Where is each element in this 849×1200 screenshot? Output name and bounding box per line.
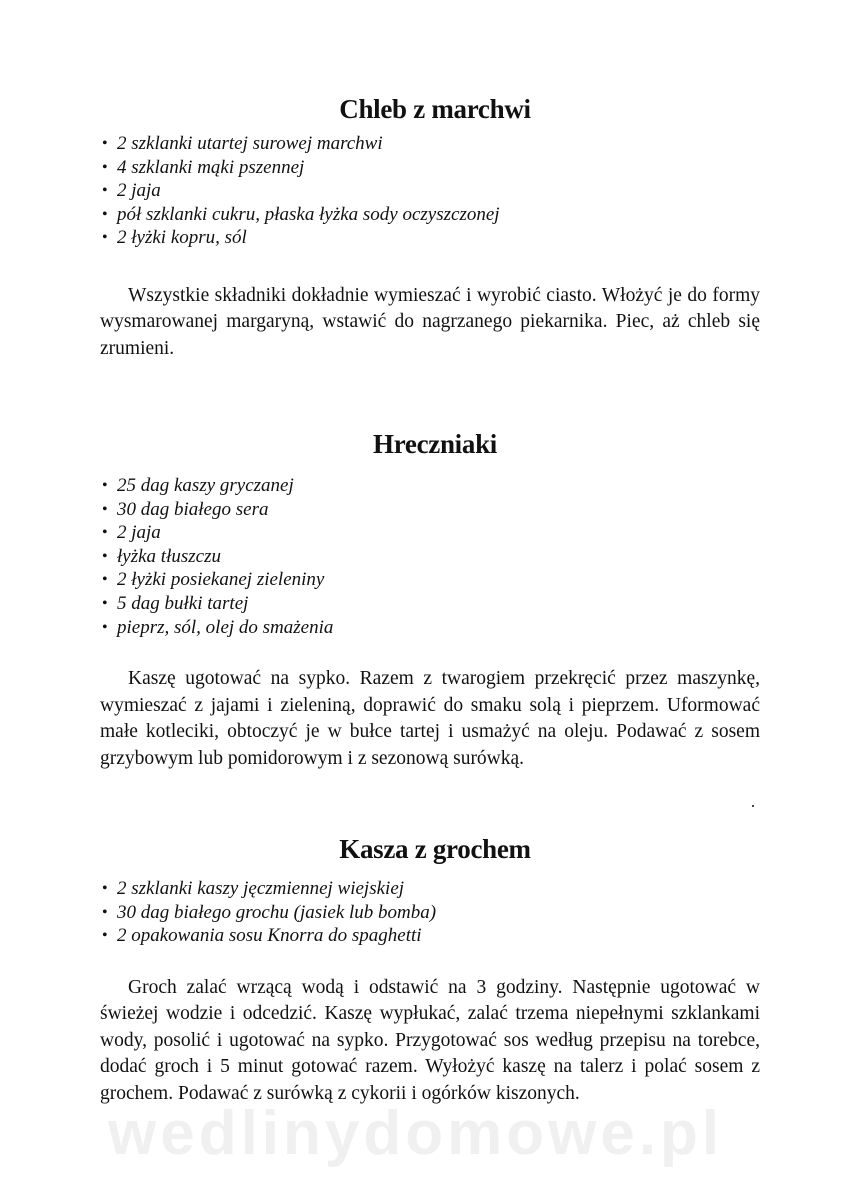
ingredient-item: • pół szklanki cukru, płaska łyżka sody oczyszczonej (100, 203, 760, 227)
print-speck (752, 805, 754, 807)
ingredient-list (100, 474, 760, 639)
ingredient-item: • 2 szklanki kaszy jęczmiennej wiejskiej (100, 877, 760, 901)
ingredient-item: • 25 dag kaszy gryczanej (100, 474, 760, 498)
recipe-title: Hreczniaki (373, 429, 497, 459)
recipe-kasza-z-grochem (100, 832, 760, 1107)
ingredient-item: • pieprz, sól, olej do smażenia (100, 616, 760, 640)
recipe-method: Wszystkie składniki dokładnie wymieszać i wyrobić ciasto. Włożyć je do formy wysmarowanej margaryną, wstawić do nagrzanego piekarnika. Piec, aż chleb się zrumieni. (100, 284, 760, 359)
ingredient-item: • 2 łyżki posiekanej zieleniny (100, 568, 760, 592)
ingredient-item: • 2 opakowania sosu Knorra do spaghetti (100, 924, 760, 948)
ingredient-item: • 30 dag białego sera (100, 498, 760, 522)
ingredient-list (100, 132, 760, 250)
ingredient-list (100, 877, 760, 948)
ingredient-item: • 2 jaja (100, 179, 760, 203)
ingredient-item: • 5 dag bułki tartej (100, 592, 760, 616)
ingredient-item: • łyżka tłuszczu (100, 545, 760, 569)
recipe-title: Chleb z marchwi (339, 94, 531, 124)
recipe-chleb-z-marchwi (100, 92, 760, 362)
recipe-hreczniaki (100, 427, 760, 772)
ingredient-item: • 30 dag białego grochu (jasiek lub bomba) (100, 901, 760, 925)
recipe-title: Kasza z grochem (339, 834, 531, 864)
ingredient-item: • 2 jaja (100, 521, 760, 545)
recipe-method: Groch zalać wrzącą wodą i odstawić na 3 godziny. Następnie ugotować w świeżej wodzie i odcedzić. Kaszę wypłukać, zalać trzema niepełnymi szklankami wody, posolić i ugotować na sypko. Przygotować sos według przepisu na torebce, dodać groch i 5 minut gotować razem. Wyłożyć kaszę na talerz i polać sosem z grochem. Podawać z surówką z cykorii i ogórków kiszonych. (100, 976, 760, 1104)
ingredient-item: • 2 łyżki kopru, sól (100, 226, 760, 250)
recipe-method: Kaszę ugotować na sypko. Razem z twarogiem przekręcić przez maszynkę, wymieszać z jajami i zieleniną, doprawić do smaku solą i pieprzem. Uformować małe kotleciki, obtoczyć je w bułce tartej i usmażyć na oleju. Podawać z sosem grzybowym lub pomidorowym i z sezonową surówką. (100, 668, 760, 769)
watermark: wedlinydomowe.pl (108, 1099, 724, 1168)
ingredient-item: • 4 szklanki mąki pszennej (100, 156, 760, 180)
ingredient-item: • 2 szklanki utartej surowej marchwi (100, 132, 760, 156)
